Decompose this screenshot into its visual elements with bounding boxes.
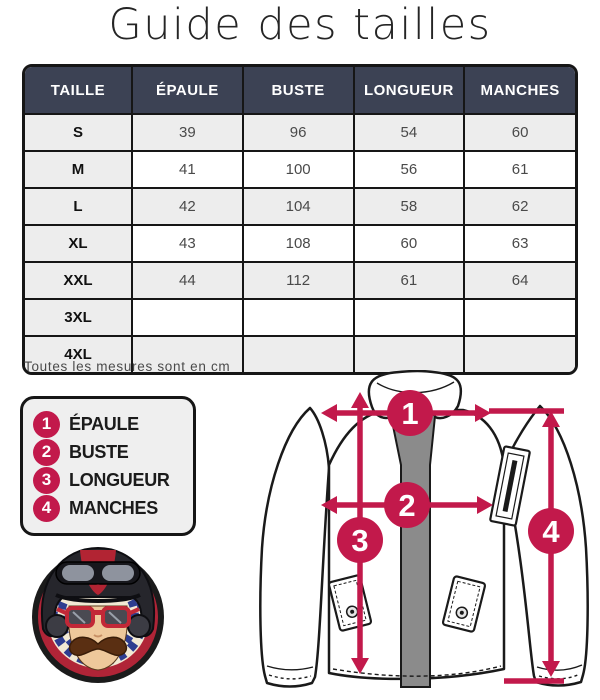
table-row-s	[25, 114, 575, 151]
table-cell: 63	[464, 225, 575, 262]
row-label: 4XL	[25, 336, 132, 372]
legend-number-badge: 2	[33, 439, 60, 466]
legend-number-badge: 3	[33, 467, 60, 494]
page-title: Guide des tailles	[108, 0, 492, 50]
header-cell-longueur: LONGUEUR	[354, 67, 465, 114]
table-header-row	[25, 67, 575, 114]
table-cell: 41	[132, 151, 243, 188]
size-table	[22, 64, 578, 375]
table-cell	[354, 299, 465, 336]
table-cell: 62	[464, 188, 575, 225]
legend-item-epaule	[33, 410, 183, 438]
svg-text:2: 2	[398, 488, 416, 523]
legend-item-longueur	[33, 466, 183, 494]
row-label: M	[25, 151, 132, 188]
header-cell-taille: TAILLE	[25, 67, 132, 114]
table-cell	[464, 299, 575, 336]
table-cell: 56	[354, 151, 465, 188]
table-row-3xl	[25, 299, 575, 336]
table-cell	[132, 299, 243, 336]
table-cell: 104	[243, 188, 354, 225]
row-label: XXL	[25, 262, 132, 299]
jacket-left-sleeve	[260, 408, 329, 687]
header-cell-buste: BUSTE	[243, 67, 354, 114]
table-cell: 96	[243, 114, 354, 151]
jacket-measurement-diagram	[253, 370, 600, 700]
legend-item-manches	[33, 494, 183, 522]
legend-number-badge: 1	[33, 411, 60, 438]
row-label: XL	[25, 225, 132, 262]
table-cell: 100	[243, 151, 354, 188]
table-row-m	[25, 151, 575, 188]
table-cell: 60	[354, 225, 465, 262]
svg-text:4: 4	[542, 514, 560, 549]
table-cell: 39	[132, 114, 243, 151]
legend-item-label: BUSTE	[69, 441, 129, 462]
measure-marker-4	[528, 508, 574, 554]
legend-item-buste	[33, 438, 183, 466]
legend-number-badge: 4	[33, 495, 60, 522]
jacket-diagram-icon	[253, 370, 600, 700]
table-cell: 112	[243, 262, 354, 299]
table-cell: 60	[464, 114, 575, 151]
row-label: L	[25, 188, 132, 225]
svg-text:1: 1	[401, 396, 419, 431]
table-row-xxl	[25, 262, 575, 299]
header-cell-manches: MANCHES	[464, 67, 575, 114]
table-cell: 61	[354, 262, 465, 299]
measure-marker-3	[337, 517, 383, 563]
legend-item-label: ÉPAULE	[69, 413, 139, 434]
header-cell-epaule: ÉPAULE	[132, 67, 243, 114]
row-label: 3XL	[25, 299, 132, 336]
table-row-xl	[25, 225, 575, 262]
measure-marker-1	[387, 390, 433, 436]
table-cell: 43	[132, 225, 243, 262]
brand-mascot-logo	[28, 538, 168, 692]
legend-item-label: LONGUEUR	[69, 469, 170, 490]
measurement-unit-note: Toutes les mesures sont en cm	[24, 359, 231, 374]
table-cell	[243, 299, 354, 336]
measure-marker-2	[384, 482, 430, 528]
table-cell: 54	[354, 114, 465, 151]
table-cell: 58	[354, 188, 465, 225]
biker-mascot-icon	[28, 538, 168, 692]
table-cell	[243, 336, 354, 372]
svg-text:3: 3	[351, 523, 369, 558]
row-label: S	[25, 114, 132, 151]
table-cell: 61	[464, 151, 575, 188]
measurement-legend	[20, 396, 196, 536]
table-row-l	[25, 188, 575, 225]
table-cell: 108	[243, 225, 354, 262]
legend-item-label: MANCHES	[69, 497, 158, 518]
table-cell: 44	[132, 262, 243, 299]
table-cell: 42	[132, 188, 243, 225]
table-cell: 64	[464, 262, 575, 299]
table-cell	[354, 336, 465, 372]
table-cell	[464, 336, 575, 372]
